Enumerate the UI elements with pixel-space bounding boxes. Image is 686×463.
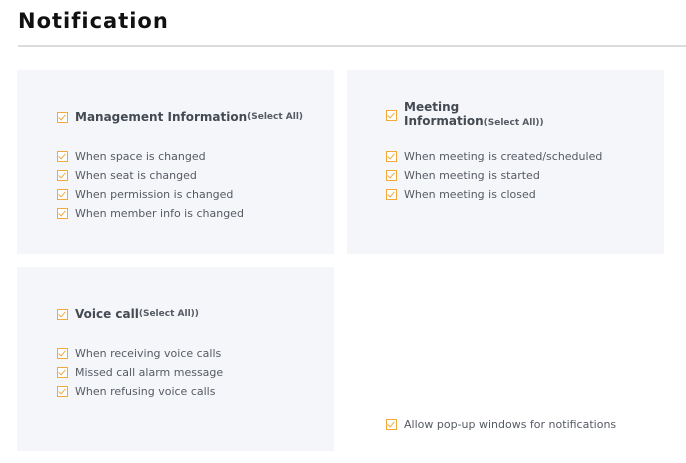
- checkbox-refusing-voice-calls[interactable]: [57, 385, 215, 398]
- management-information-card: [17, 70, 334, 254]
- checkbox-checked-icon: [386, 110, 397, 121]
- checkbox-checked-icon: [57, 386, 68, 397]
- checkbox-label: When meeting is created/scheduled: [404, 150, 603, 163]
- checkbox-checked-icon: [57, 112, 68, 123]
- checkbox-checked-icon: [57, 309, 68, 320]
- meeting-select-all-checkbox[interactable]: [386, 100, 551, 130]
- checkbox-meeting-started[interactable]: [386, 169, 540, 182]
- checkbox-checked-icon: [57, 208, 68, 219]
- checkbox-checked-icon: [57, 151, 68, 162]
- management-heading: Management Information: [75, 110, 248, 124]
- management-select-all-label: (Select All): [247, 112, 304, 122]
- checkbox-member-info-changed[interactable]: [57, 207, 244, 220]
- page-title: Notification: [18, 9, 169, 33]
- meeting-information-card: [347, 70, 664, 254]
- checkbox-checked-icon: [386, 151, 397, 162]
- voice-select-all-label: (Select All)): [138, 309, 199, 319]
- checkbox-label: Allow pop-up windows for notifications: [404, 418, 617, 431]
- checkbox-checked-icon: [57, 170, 68, 181]
- checkbox-space-changed[interactable]: [57, 150, 206, 163]
- checkbox-label: When permission is changed: [75, 188, 234, 201]
- checkbox-label: When member info is changed: [75, 207, 244, 220]
- checkbox-meeting-created[interactable]: [386, 150, 602, 163]
- voice-select-all-checkbox[interactable]: [57, 307, 199, 321]
- meeting-heading: Meeting Information: [404, 100, 484, 128]
- checkbox-seat-changed[interactable]: [57, 169, 197, 182]
- checkbox-label: When receiving voice calls: [75, 347, 222, 360]
- checkbox-missed-call-alarm[interactable]: [57, 366, 223, 379]
- checkbox-checked-icon: [386, 189, 397, 200]
- meeting-select-all-label: (Select All)): [483, 118, 544, 128]
- checkbox-label: When meeting is closed: [404, 188, 536, 201]
- checkbox-label: Missed call alarm message: [75, 366, 224, 379]
- checkbox-receiving-voice-calls[interactable]: [57, 347, 221, 360]
- voice-call-card: [17, 267, 334, 451]
- checkbox-checked-icon: [386, 170, 397, 181]
- checkbox-label: When seat is changed: [75, 169, 197, 182]
- management-select-all-checkbox[interactable]: [57, 110, 303, 124]
- checkbox-permission-changed[interactable]: [57, 188, 233, 201]
- checkbox-label: When refusing voice calls: [75, 385, 216, 398]
- checkbox-checked-icon: [386, 419, 397, 430]
- checkbox-label: When meeting is started: [404, 169, 540, 182]
- checkbox-checked-icon: [57, 367, 68, 378]
- voice-heading: Voice call: [75, 307, 139, 321]
- title-divider: [18, 45, 686, 47]
- checkbox-checked-icon: [57, 348, 68, 359]
- checkbox-meeting-closed[interactable]: [386, 188, 536, 201]
- checkbox-checked-icon: [57, 189, 68, 200]
- checkbox-label: When space is changed: [75, 150, 206, 163]
- checkbox-allow-popup[interactable]: [386, 418, 616, 431]
